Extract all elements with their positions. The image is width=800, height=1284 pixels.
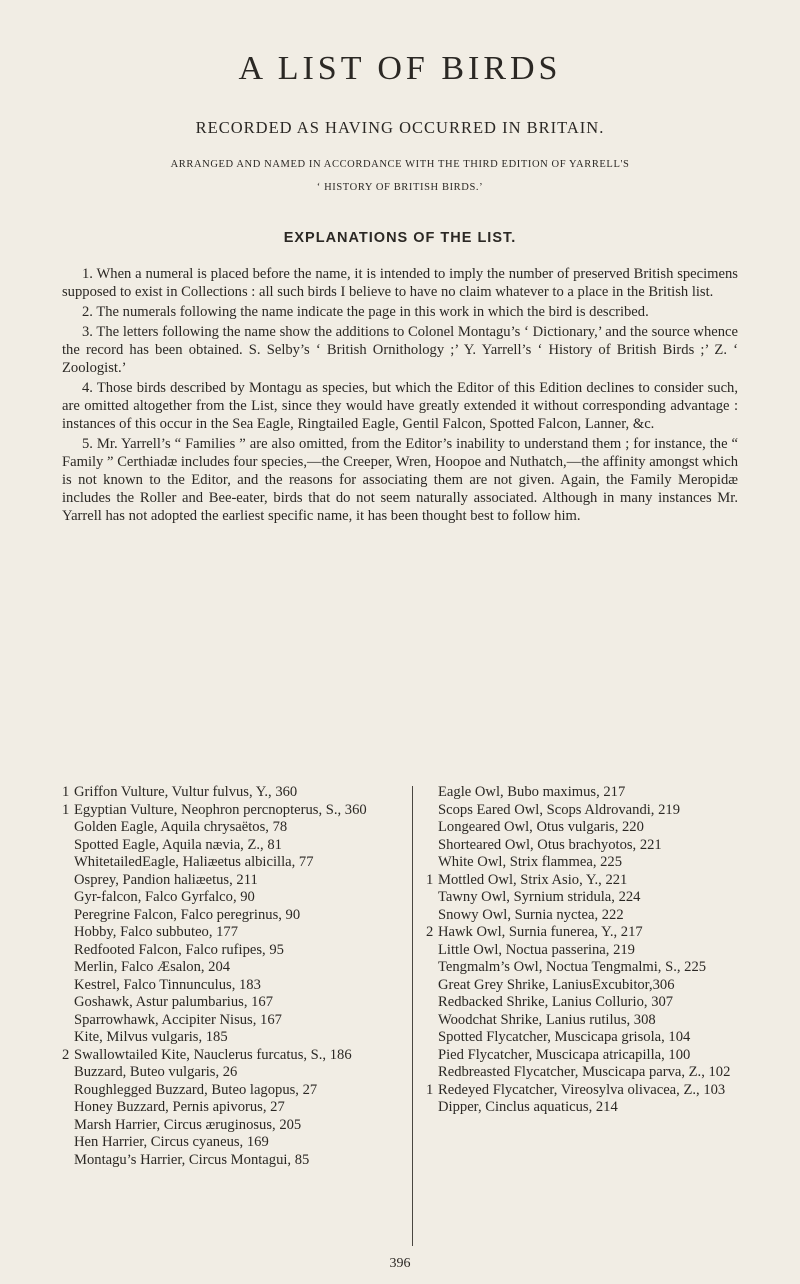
bird-entry-text: Sparrowhawk, Accipiter Nisus, 167 [74,1011,282,1028]
bird-entry [426,942,756,960]
bird-entry-text: Marsh Harrier, Circus æruginosus, 205 [74,1116,302,1133]
bird-entry-text: Spotted Eagle, Aquila nævia, Z., 81 [74,836,282,853]
bird-list-left-column [62,784,392,1169]
bird-entry-text: Little Owl, Noctua passerina, 219 [438,941,635,958]
bird-entry-text: Snowy Owl, Surnia nyctea, 222 [438,906,624,923]
bird-entry [62,854,392,872]
bird-entry [62,994,392,1012]
bird-entry-numeral: 1 [62,784,70,800]
bird-entry [426,802,756,820]
bird-entry [426,889,756,907]
bird-entry [62,1029,392,1047]
bird-entry [426,994,756,1012]
bird-entry-text: Woodchat Shrike, Lanius rutilus, 308 [438,1011,656,1028]
explanation-paragraph: 1. When a numeral is placed before the name, it is intended to imply the number of preserved British specimens supposed to exist in Collections : all such birds I believe to have no claim whatever to a place in the British list. [62,266,738,300]
column-divider [412,786,413,1246]
page-subtitle: RECORDED AS HAVING OCCURRED IN BRITAIN. [195,118,605,137]
bird-entry [62,1152,392,1170]
bird-list-right-column [426,784,756,1117]
bird-entry-text: Longeared Owl, Otus vulgaris, 220 [438,819,644,835]
bird-entry-text: Golden Eagle, Aquila chrysaëtos, 78 [74,819,288,835]
bird-entry-text: Redbacked Shrike, Lanius Collurio, 307 [438,994,674,1010]
bird-entry-text: Shorteared Owl, Otus brachyotos, 221 [438,836,662,853]
page-number: 396 [389,1256,411,1271]
bird-entry [426,1047,756,1065]
bird-entry [62,837,392,855]
bird-entry [62,924,392,942]
bird-entry-text: Honey Buzzard, Pernis apivorus, 27 [74,1099,285,1115]
bird-entry [62,1082,392,1100]
bird-entry-text: Spotted Flycatcher, Muscicapa grisola, 104 [438,1029,691,1045]
bird-entry-numeral: 2 [426,924,434,940]
bird-entry [62,1099,392,1117]
bird-entry [426,959,756,977]
bird-entry-text: Osprey, Pandion haliæetus, 211 [74,871,258,888]
bird-entry [62,802,392,820]
bird-entry-text: Tawny Owl, Syrnium stridula, 224 [438,889,641,905]
bird-entry-text: Buzzard, Buteo vulgaris, 26 [74,1064,238,1080]
bird-entry [62,1047,392,1065]
bird-entry [426,1012,756,1030]
bird-entry [426,837,756,855]
bird-entry [62,1134,392,1152]
bird-entry-text: Kite, Milvus vulgaris, 185 [74,1029,228,1045]
bird-list [62,784,742,1254]
bird-entry-text: Swallowtailed Kite, Nauclerus furcatus, S., 186 [74,1046,352,1063]
bird-entry [426,872,756,890]
arrangement-note-line-1: ARRANGED AND NAMED IN ACCORDANCE WITH THE THIRD EDITION OF YARRELL'S [170,159,630,170]
bird-entry-text: Hawk Owl, Surnia funerea, Y., 217 [438,924,643,940]
bird-entry-numeral: 2 [62,1046,70,1063]
bird-entry-text: Merlin, Falco Æsalon, 204 [74,959,231,975]
bird-entry-text: Gyr-falcon, Falco Gyrfalco, 90 [74,889,255,905]
bird-entry [62,1117,392,1135]
bird-entry-text: Hobby, Falco subbuteo, 177 [74,924,239,940]
bird-entry [62,1064,392,1082]
bird-entry [426,1029,756,1047]
bird-entry [426,1099,756,1117]
bird-entry-numeral: 1 [426,871,434,888]
explanations-section [62,265,738,527]
explanations-heading: EXPLANATIONS OF THE LIST. [283,230,517,246]
bird-entry [426,1082,756,1100]
arrangement-note-line-2: ‘ HISTORY OF BRITISH BIRDS.’ [316,182,484,193]
bird-entry-text: Hen Harrier, Circus cyaneus, 169 [74,1134,269,1150]
bird-entry-text: Eagle Owl, Bubo maximus, 217 [438,784,626,800]
explanation-paragraph: 2. The numerals following the name indicate the page in this work in which the bird is described. [82,304,649,320]
bird-entry-text: Scops Eared Owl, Scops Aldrovandi, 219 [438,801,680,818]
explanation-paragraph: 5. Mr. Yarrell’s “ Families ” are also omitted, from the Editor’s inability to understand them ; for instance, the “ Family ” Certhiadæ includes four species,—the Creeper, Wren, Hoopoe and Nuthatch,—the affinity amongst which is not known to the Editor, and the reasons for associating them are not given. Again, the Family Meropidæ includes the Roller and Bee-eater, birds that do not seem naturally associated. Although in many instances Mr. Yarrell has not adopted the earliest specific name, it has been thought best to follow him. [62,436,738,524]
explanation-paragraph: 4. Those birds described by Montagu as species, but which the Editor of this Edition declines to consider such, are omitted altogether from the List, since they would have greatly extended it without corresponding advantage : instances of this occur in the Sea Eagle, Ringtailed Eagle, Gentil Falcon, Spotted Falcon, Lanner, &c. [62,380,738,432]
bird-entry-text: Redfooted Falcon, Falco rufipes, 95 [74,941,284,958]
bird-entry-text: Griffon Vulture, Vultur fulvus, Y., 360 [74,784,298,800]
bird-entry [426,1064,756,1082]
bird-entry-text: Redeyed Flycatcher, Vireosylva olivacea, Z., 103 [438,1081,726,1098]
bird-entry [426,854,756,872]
bird-entry [426,977,756,995]
bird-entry [62,872,392,890]
bird-entry [62,819,392,837]
bird-entry [62,977,392,995]
page-title: A LIST OF BIRDS [238,50,562,87]
bird-entry [62,1012,392,1030]
bird-entry [426,924,756,942]
bird-entry-text: Pied Flycatcher, Muscicapa atricapilla, 100 [438,1046,691,1063]
bird-entry [62,942,392,960]
bird-entry [426,784,756,802]
arrangement-note [0,153,800,199]
bird-entry-text: Redbreasted Flycatcher, Muscicapa parva, Z., 102 [438,1064,731,1080]
bird-entry [426,907,756,925]
bird-entry-text: Kestrel, Falco Tinnunculus, 183 [74,976,261,993]
bird-entry-text: Montagu’s Harrier, Circus Montagui, 85 [74,1151,310,1168]
bird-entry-text: Peregrine Falcon, Falco peregrinus, 90 [74,906,301,923]
bird-entry-text: Great Grey Shrike, LaniusExcubitor,306 [438,976,675,993]
bird-entry-text: Goshawk, Astur palumbarius, 167 [74,994,274,1010]
bird-entry-text: Tengmalm’s Owl, Noctua Tengmalmi, S., 225 [438,959,707,975]
bird-entry [62,907,392,925]
bird-entry [62,959,392,977]
bird-entry-text: Egyptian Vulture, Neophron percnopterus, S., 360 [74,801,367,818]
bird-entry-numeral: 1 [426,1081,434,1098]
bird-entry-text: Dipper, Cinclus aquaticus, 214 [438,1099,618,1115]
bird-entry [62,784,392,802]
bird-entry-text: WhitetailedEagle, Haliæetus albicilla, 77 [74,854,314,870]
bird-entry-text: Roughlegged Buzzard, Buteo lagopus, 27 [74,1081,318,1098]
bird-entry-numeral: 1 [62,801,70,818]
bird-entry-text: White Owl, Strix flammea, 225 [438,854,623,870]
bird-entry-text: Mottled Owl, Strix Asio, Y., 221 [438,871,628,888]
bird-entry [62,889,392,907]
bird-entry [426,819,756,837]
explanation-paragraph: 3. The letters following the name show the additions to Colonel Montagu’s ‘ Dictionary,’ and the source whence the record has been obtained. S. Selby’s ‘ British Ornithology ;’ Y. Yarrell’s ‘ History of British Birds ;’ Z. ‘ Zoologist.’ [62,324,738,376]
